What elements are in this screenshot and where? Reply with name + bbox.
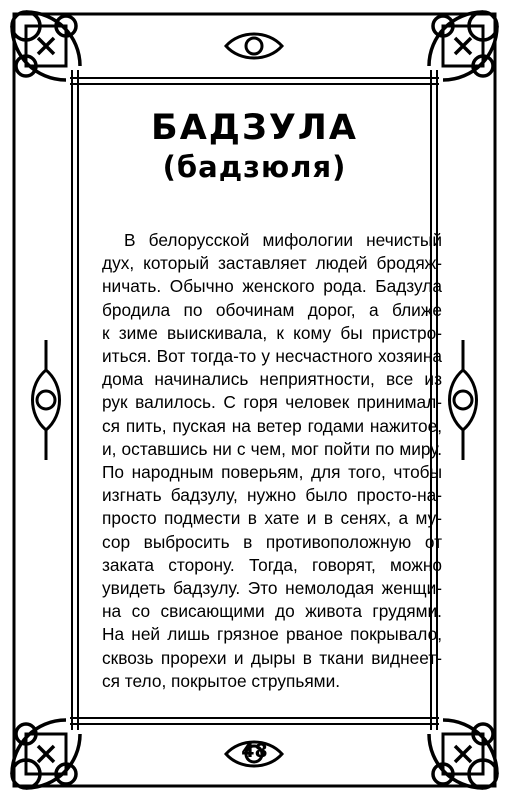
text-line: сор выбросить в противоположную от bbox=[102, 531, 442, 552]
text-line: ничать. Обычно женского рода. Бадзула bbox=[102, 276, 442, 297]
text-line: сквозь прорехи и дыры в ткани виднеет- bbox=[102, 647, 442, 668]
text-line: ся тело, покрытое струпьями. bbox=[102, 670, 341, 691]
text-line: просто подмести в хате и в сенях, а му- bbox=[102, 508, 442, 529]
text-line: заката сторону. Тогда, говорят, можно bbox=[102, 554, 442, 575]
text-line: рук валилось. С горя человек принимал- bbox=[102, 392, 442, 413]
text-line: ся пить, пуская на ветер годами нажитое, bbox=[102, 415, 442, 436]
text-line: изгнать бадзулу, нужно было просто-на- bbox=[102, 485, 442, 506]
text-line: На ней лишь грязное рваное покрывало, bbox=[102, 624, 442, 645]
page-title: БАДЗУЛА bbox=[151, 108, 358, 148]
page-number: 48 bbox=[241, 740, 268, 762]
text-line: к зиме выискивала, к кому бы пристро- bbox=[102, 322, 442, 343]
text-line: В белорусской мифологии нечистый bbox=[124, 230, 442, 250]
text-line: на со свисающими до живота грудями. bbox=[102, 601, 442, 622]
side-knot-right-icon bbox=[450, 340, 477, 460]
text-line: дух, который заставляет людей бродяж- bbox=[102, 253, 442, 274]
text-line: дома начинались неприятности, все из bbox=[102, 369, 442, 390]
side-knot-top-icon bbox=[226, 34, 282, 58]
page-subtitle: (бадзюля) bbox=[162, 150, 347, 184]
side-knot-left-icon bbox=[33, 340, 60, 460]
text-line: иться. Вот тогда-то у несчастного хозяина bbox=[102, 346, 442, 367]
text-line: По народным поверьям, для того, чтобы bbox=[102, 462, 442, 483]
article-body bbox=[102, 229, 442, 693]
text-line: бродила по обочинам дорог, а ближе bbox=[102, 299, 442, 320]
text-line: и, оставшись ни с чем, мог пойти по миру. bbox=[102, 438, 442, 459]
text-line: увидеть бадзулу. Это немолодая женщи- bbox=[102, 578, 442, 599]
